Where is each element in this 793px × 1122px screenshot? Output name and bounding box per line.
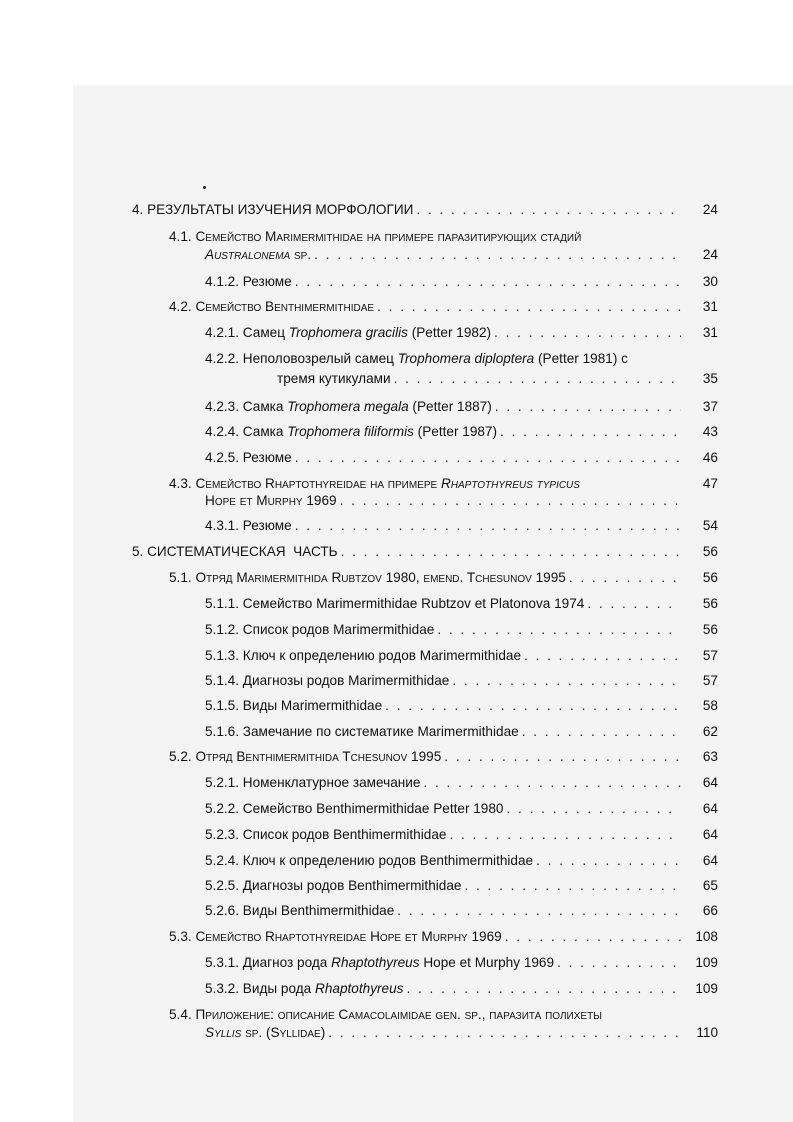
toc-title-rest: sp. (Syllidae) xyxy=(241,1025,326,1040)
toc-entry-5-1-5[interactable] xyxy=(205,697,718,714)
toc-title: 5.1.6. Замечание по систематике Marimermithidae xyxy=(205,724,519,739)
toc-title: 5.1.4. Диагнозы родов Marimermithidae xyxy=(205,673,450,688)
leader-dots xyxy=(295,517,681,534)
toc-title: 5.1.1. Семейство Marimermithidae Rubtzov et Platonova 1974 xyxy=(205,596,585,611)
toc-page-number-4-3: 47 xyxy=(702,476,718,491)
toc-entry-5-2-5[interactable] xyxy=(205,877,718,894)
toc-entry-4-3-line2[interactable] xyxy=(205,492,687,509)
leader-dots xyxy=(385,697,681,714)
genus-name: Syllis xyxy=(205,1025,242,1040)
genus-name: Australonema xyxy=(205,247,291,262)
leader-dots xyxy=(295,273,681,290)
toc-entry-5-1-1[interactable] xyxy=(205,595,718,612)
toc-page-number: 64 xyxy=(702,775,718,790)
leader-dots xyxy=(557,954,681,971)
toc-title: 5.1. Отряд Marimermithida Rubtzov 1980, emend. Tchesunov 1995 xyxy=(169,570,566,585)
toc-title: 5.2.2. Семейство Benthimermithidae Petter 1980 xyxy=(205,801,504,816)
toc-page-number: 109 xyxy=(695,981,718,996)
leader-dots xyxy=(437,621,681,638)
leader-dots xyxy=(495,398,681,415)
toc-title-cont: тремя кутикулами xyxy=(277,371,391,386)
toc-title: 5.2.5. Диагнозы родов Benthimermithidae xyxy=(205,878,462,893)
stray-mark xyxy=(203,186,206,189)
toc-title: 4.3. Семейство Rhaptothyreidae на примере xyxy=(169,476,441,491)
toc-entry-4-1-line1[interactable]: 4.1. Семейство Marimermithidae на примере паразитирующих стадий xyxy=(169,229,582,244)
toc-entry-5-2-3[interactable] xyxy=(205,826,718,843)
genus-name: Rhaptothyreus xyxy=(331,955,420,970)
toc-page-number: 65 xyxy=(702,878,718,893)
genus-name: Rhaptothyreus xyxy=(315,981,404,996)
toc-title: 5.1.2. Список родов Marimermithidae xyxy=(205,622,435,637)
leader-dots xyxy=(524,647,681,664)
toc-title: 5. СИСТЕМАТИЧЕСКАЯ ЧАСТЬ xyxy=(132,544,338,559)
toc-page-number: 64 xyxy=(702,827,718,842)
toc-page-number: 37 xyxy=(702,399,718,414)
leader-dots xyxy=(341,543,681,560)
toc-page-number: 31 xyxy=(702,299,718,314)
toc-page-number: 66 xyxy=(702,903,718,918)
species-name: Trophomera megala xyxy=(287,399,409,414)
toc-entry-5-2-2[interactable] xyxy=(205,800,718,817)
species-name: Trophomera diploptera xyxy=(397,351,535,366)
leader-dots xyxy=(377,298,681,315)
leader-dots xyxy=(587,595,681,612)
toc-title: 5.1.3. Ключ к определению родов Marimermithidae xyxy=(205,648,522,663)
toc-title: 5.2.1. Номенклатурное замечание xyxy=(205,775,421,790)
toc-page-number: 64 xyxy=(702,801,718,816)
toc-entry-4-2[interactable] xyxy=(169,298,718,315)
toc-title: 5.2.6. Виды Benthimermithidae xyxy=(205,903,395,918)
toc-entry-5-1-2[interactable] xyxy=(205,621,718,638)
toc-title: 4.2.4. Самка xyxy=(205,424,288,439)
leader-dots xyxy=(416,201,681,218)
toc-title: 4.2.5. Резюме xyxy=(205,450,292,465)
toc-page-number: 108 xyxy=(695,929,718,944)
leader-dots xyxy=(569,569,681,586)
toc-entry-5-2[interactable] xyxy=(169,748,718,765)
toc-page-number: 43 xyxy=(702,424,718,439)
toc-entry-4-2-1[interactable] xyxy=(205,324,718,341)
leader-dots xyxy=(452,672,681,689)
toc-entry-4-2-5[interactable] xyxy=(205,449,718,466)
toc-page-number: 63 xyxy=(702,749,718,764)
leader-dots xyxy=(494,324,681,341)
toc-entry-5-1-4[interactable] xyxy=(205,672,718,689)
toc-entry-5-1-3[interactable] xyxy=(205,647,718,664)
toc-entry-5-3[interactable] xyxy=(169,928,718,945)
toc-title: 5.3. Семейство Rhaptothyreidae Hope et Murphy 1969 xyxy=(169,929,502,944)
toc-entry-4-3-line1[interactable] xyxy=(169,475,580,492)
toc-title-rest: Hope et Murphy 1969 xyxy=(419,955,555,970)
toc-page-number: 64 xyxy=(702,853,718,868)
toc-entry-5-2-6[interactable] xyxy=(205,902,718,919)
toc-entry-5-4-line2[interactable] xyxy=(205,1024,718,1041)
toc-title: 5.1.5. Виды Marimermithidae xyxy=(205,698,383,713)
toc-entry-4-2-2-line1[interactable] xyxy=(205,350,628,367)
toc-page-number: 57 xyxy=(702,648,718,663)
toc-page-number: 58 xyxy=(702,698,718,713)
leader-dots xyxy=(522,723,681,740)
toc-title: 4. РЕЗУЛЬТАТЫ ИЗУЧЕНИЯ МОРФОЛОГИИ xyxy=(132,202,414,217)
toc-page-number: 56 xyxy=(702,622,718,637)
toc-title-rest: (Petter 1982) xyxy=(407,325,492,340)
leader-dots xyxy=(328,1024,681,1041)
leader-dots xyxy=(536,852,681,869)
toc-title-rest: (Petter 1887) xyxy=(408,399,492,414)
toc-title: 4.3.1. Резюме xyxy=(205,518,292,533)
leader-dots xyxy=(397,902,681,919)
toc-entry-4-2-2-line2[interactable] xyxy=(277,370,718,387)
toc-entry-4-1-line2[interactable] xyxy=(205,246,718,263)
toc-title-cont: Hope et Murphy 1969 xyxy=(205,493,337,508)
leader-dots xyxy=(500,423,681,440)
toc-title: 4.2. Семейство Benthimermithidae xyxy=(169,299,375,314)
toc-entry-5-2-1[interactable] xyxy=(205,774,718,791)
toc-page-number: 46 xyxy=(702,450,718,465)
toc-title: 5.2. Отряд Benthimermithida Tchesunov 1995 xyxy=(169,749,442,764)
leader-dots xyxy=(394,370,681,387)
leader-dots xyxy=(314,246,681,263)
toc-page-number: 56 xyxy=(702,570,718,585)
toc-page-number: 24 xyxy=(702,202,718,217)
leader-dots xyxy=(464,877,681,894)
toc-title: 5.3.1. Диагноз рода xyxy=(205,955,332,970)
toc-entry-5-1-6[interactable] xyxy=(205,723,718,740)
leader-dots xyxy=(406,980,681,997)
toc-page-number: 56 xyxy=(702,544,718,559)
toc-title: 5.2.4. Ключ к определению родов Benthimermithidae xyxy=(205,853,534,868)
toc-entry-5-1[interactable] xyxy=(169,569,718,586)
species-name: Rhaptothyreus typicus xyxy=(440,476,580,491)
toc-page-number: 109 xyxy=(695,955,718,970)
toc-title: 4.2.1. Самец xyxy=(205,325,289,340)
toc-entry-5-3-1[interactable] xyxy=(205,954,718,971)
leader-dots xyxy=(423,774,681,791)
toc-entry-4-1-2[interactable] xyxy=(205,273,718,290)
species-name: Trophomera filiformis xyxy=(287,424,414,439)
leader-dots xyxy=(295,449,681,466)
toc-page-number: 54 xyxy=(702,518,718,533)
toc-title-rest: sp. xyxy=(290,247,312,262)
toc-entry-5-2-4[interactable] xyxy=(205,852,718,869)
toc-page-number: 30 xyxy=(702,274,718,289)
leader-dots xyxy=(449,826,681,843)
toc-title-rest: (Petter 1981) с xyxy=(534,351,628,366)
toc-page-number: 62 xyxy=(702,724,718,739)
leader-dots xyxy=(507,800,682,817)
toc-page-number: 35 xyxy=(702,371,718,386)
leader-dots xyxy=(505,928,681,945)
toc-entry-4-3-1[interactable] xyxy=(205,517,718,534)
toc-entry-4-2-3[interactable] xyxy=(205,398,718,415)
toc-page-number: 31 xyxy=(702,325,718,340)
toc-title: 5.3.2. Виды рода xyxy=(205,981,316,996)
toc-entry-4[interactable] xyxy=(132,201,718,218)
toc-entry-5-3-2[interactable] xyxy=(205,980,718,997)
toc-entry-5[interactable] xyxy=(132,543,718,560)
leader-dots xyxy=(340,492,684,509)
toc-page-number: 110 xyxy=(696,1025,718,1040)
species-name: Trophomera gracilis xyxy=(288,325,408,340)
toc-entry-4-2-4[interactable] xyxy=(205,423,718,440)
toc-page-number: 56 xyxy=(702,596,718,611)
toc-page-number: 24 xyxy=(702,247,718,262)
toc-title: 4.1.2. Резюме xyxy=(205,274,292,289)
toc-page-number: 57 xyxy=(702,673,718,688)
toc-title: 4.2.2. Неполовозрелый самец xyxy=(205,351,398,366)
toc-title: 5.2.3. Список родов Benthimermithidae xyxy=(205,827,447,842)
toc-title: 4.2.3. Самка xyxy=(205,399,288,414)
leader-dots xyxy=(444,748,681,765)
toc-entry-5-4-line1[interactable]: 5.4. Приложение: описание Camacolaimidae gen. sp., паразита полихеты xyxy=(169,1007,603,1022)
toc-title-rest: (Petter 1987) xyxy=(413,424,498,439)
